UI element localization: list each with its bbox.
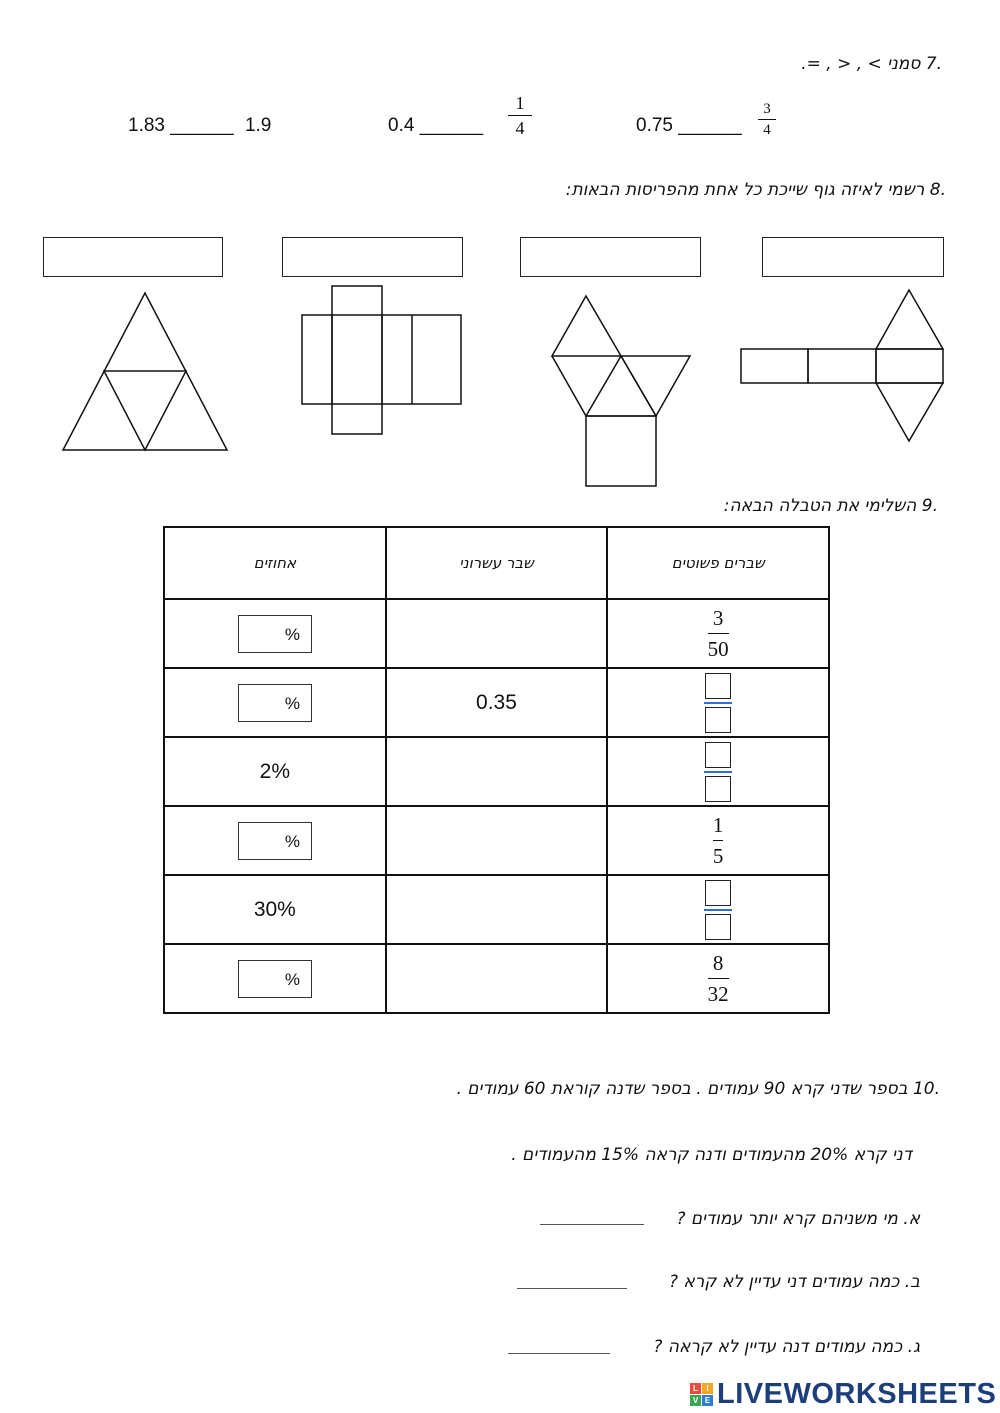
percent-cell: [164, 599, 386, 668]
decimal-cell[interactable]: [386, 944, 608, 1013]
numerator: 3: [763, 101, 771, 117]
fraction-cell: [607, 668, 829, 737]
q10-a-question: א. מי משניהם קרא יותר עמודים ?: [676, 1209, 920, 1229]
q10-b-answer-line[interactable]: [517, 1288, 627, 1289]
table-row: [164, 875, 829, 944]
table-row: [164, 806, 829, 875]
percent-cell: [164, 875, 386, 944]
denominator: 4: [763, 122, 771, 138]
q10-c-question: ג. כמה עמודים דנה עדיין לא קראה ?: [653, 1337, 920, 1357]
logo-letter: V: [690, 1395, 701, 1406]
percent-cell: [164, 944, 386, 1013]
denominator-input[interactable]: [705, 914, 731, 940]
fraction-cell: [607, 806, 829, 875]
denominator: 5: [712, 844, 724, 868]
table-row: [164, 599, 829, 668]
decimal-cell[interactable]: [386, 599, 608, 668]
liveworksheets-logo: [690, 1378, 996, 1411]
logo-letter: I: [702, 1383, 713, 1394]
percent-input[interactable]: [238, 822, 312, 860]
q7-title: .7 סמני > , < , =.: [801, 54, 942, 74]
q10-b-question: ב. כמה עמודים דני עדיין לא קרא ?: [669, 1272, 920, 1292]
q7-compare-1-right: 1.9: [244, 115, 272, 136]
fraction-8-32: [708, 951, 729, 1006]
numerator-input[interactable]: [705, 742, 731, 768]
table-row: [164, 668, 829, 737]
table-row: [164, 944, 829, 1013]
percent-cell: [164, 668, 386, 737]
fraction-cell: [607, 944, 829, 1013]
header-decimal: שבר עשרוני: [386, 527, 608, 599]
fractions-table: [163, 526, 830, 1014]
percent-input[interactable]: [238, 684, 312, 722]
tetrahedron-net: [63, 293, 227, 450]
header-fraction: שברים פשוטים: [607, 527, 829, 599]
decimal-cell[interactable]: [386, 737, 608, 806]
percent-value: 2%: [259, 759, 290, 783]
denominator: 50: [707, 637, 729, 661]
denominator: 4: [515, 118, 525, 138]
cuboid-net: [302, 286, 461, 434]
q9-title: .9 השלימי את הטבלה הבאה:: [723, 496, 938, 516]
percent-sign: %: [284, 831, 300, 851]
decimal-cell: [386, 668, 608, 737]
header-percent: אחוזים: [164, 527, 386, 599]
logo-icon: [690, 1383, 713, 1406]
fraction-cell: [607, 599, 829, 668]
percent-input[interactable]: [238, 960, 312, 998]
logo-letter: E: [702, 1395, 713, 1406]
q7-compare-2-left: 0.4 ______: [388, 115, 484, 136]
logo-letter: L: [690, 1383, 701, 1394]
denominator-input[interactable]: [705, 776, 731, 802]
percent-sign: %: [284, 969, 300, 989]
numerator: 1: [712, 813, 724, 837]
denominator: 32: [707, 982, 729, 1006]
percent-input[interactable]: [238, 615, 312, 653]
numerator: 8: [712, 951, 724, 975]
fraction-cell: [607, 737, 829, 806]
percent-cell: [164, 737, 386, 806]
nets-drawing: [0, 0, 1000, 500]
table-header-row: [164, 527, 829, 599]
decimal-cell[interactable]: [386, 806, 608, 875]
pyramid-net: [552, 296, 690, 486]
fraction-input: [704, 673, 732, 733]
q10-line-2: דני קרא 20% מהעמודים ודנה קראה 15% מהעמודים .: [511, 1145, 912, 1165]
q10-c-answer-line[interactable]: [508, 1353, 610, 1354]
q7-compare-3-left: 0.75 ______: [636, 115, 742, 136]
percent-sign: %: [284, 693, 300, 713]
denominator-input[interactable]: [705, 707, 731, 733]
table-row: [164, 737, 829, 806]
numerator-input[interactable]: [705, 673, 731, 699]
percent-value: 30%: [253, 897, 296, 921]
q10-a-answer-line[interactable]: [540, 1224, 644, 1225]
numerator: 3: [712, 606, 724, 630]
q10-line-1: .10 בספר שדני קרא 90 עמודים . בספר שדנה קוראת 60 עמודים .: [456, 1079, 940, 1099]
decimal-value: 0.35: [476, 690, 517, 714]
decimal-cell[interactable]: [386, 875, 608, 944]
fraction-3-50: [708, 606, 729, 661]
numerator: 1: [515, 93, 525, 113]
fraction-input: [704, 880, 732, 940]
q8-title: .8 רשמי לאיזה גוף שייכת כל אחת מהפריסות הבאות:: [565, 180, 946, 200]
logo-text: LIVEWORKSHEETS: [717, 1378, 997, 1410]
q7-compare-1-left: 1.83 ______: [128, 115, 234, 136]
percent-sign: %: [284, 624, 300, 644]
numerator-input[interactable]: [705, 880, 731, 906]
fraction-input: [704, 742, 732, 802]
triangular-prism-net: [741, 290, 943, 441]
fraction-cell: [607, 875, 829, 944]
fraction-1-5: [713, 813, 724, 868]
percent-cell: [164, 806, 386, 875]
